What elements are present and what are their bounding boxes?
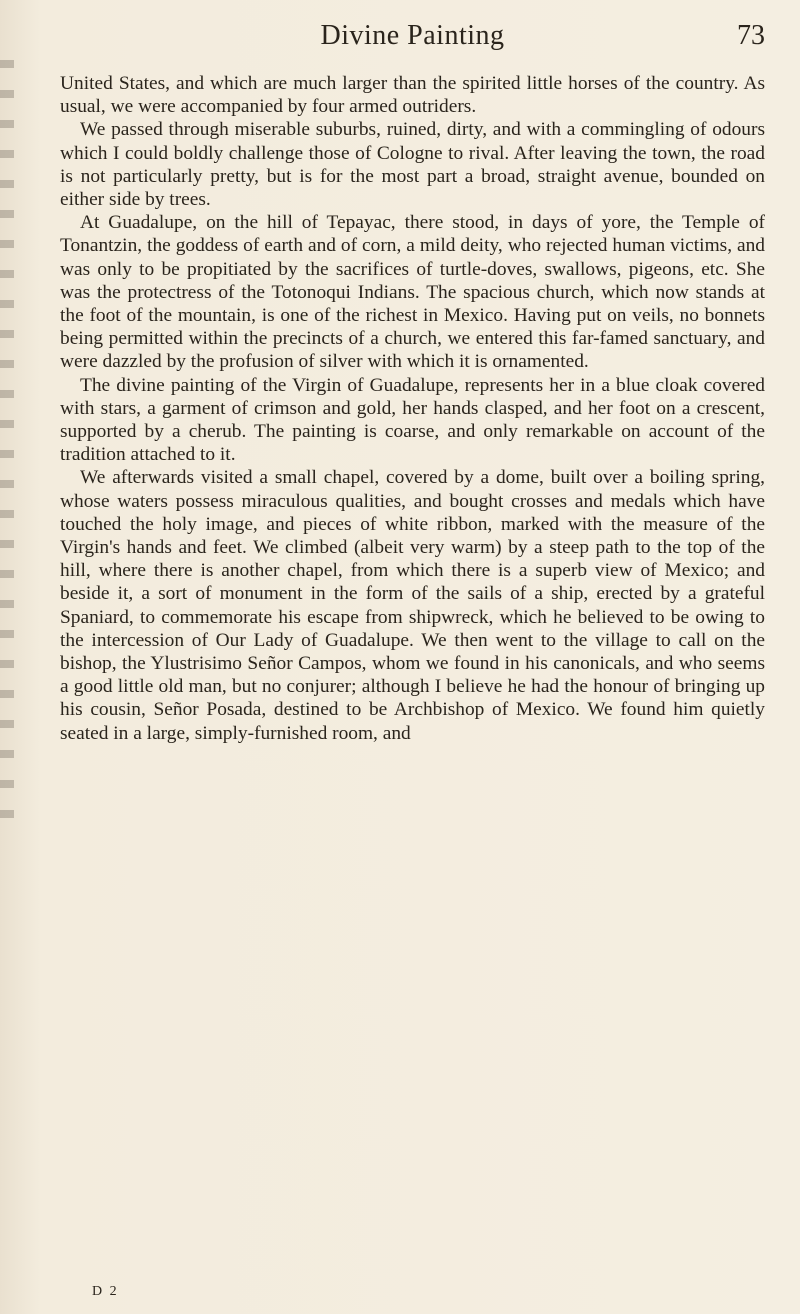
paragraph: We passed through miserable suburbs, ruined, dirty, and with a commingling of odours which I could boldly challenge those of Cologne to rival. After leaving the town, the road is not particularly pretty, but is for the most part a broad, straight avenue, bounded on either side by trees. [60, 119, 765, 211]
facing-page-edge [0, 60, 14, 820]
page-header [60, 20, 765, 60]
paragraph: The divine painting of the Virgin of Guadalupe, represents her in a blue cloak covered with stars, a garment of crimson and gold, her hands clasped, and her foot on a crescent, supported by a cherub. The painting is coarse, and only remarkable on account of the tradition attached to it. [60, 374, 765, 466]
paragraph: We afterwards visited a small chapel, covered by a dome, built over a boiling spring, whose waters possess miraculous qualities, and bought crosses and medals which have touched the holy image, and pieces of white ribbon, marked with the measure of the Virgin's hands and feet. We climbed (albeit very warm) by a steep path to the top of the hill, where there is another chapel, from which there is a superb view of Mexico; and beside it, a sort of monument in the form of the sails of a ship, erected by a grateful Spaniard, to commemorate his escape from shipwreck, which he believed to be owing to the intercession of Our Lady of Guadalupe. We then went to the village to call on the bishop, the Ylustrisimo Señor Campos, whom we found in his canonicals, and who seems a good little old man, but no conjurer; although I believe he had the honour of bringing up his cousin, Señor Posada, destined to be Archbishop of Mexico. We found him quietly seated in a large, simply-furnished room, and [60, 467, 765, 744]
page-number: 73 [737, 20, 765, 51]
running-head: Divine Painting [320, 20, 505, 51]
signature-mark: D 2 [92, 1284, 119, 1299]
paragraph: At Guadalupe, on the hill of Tepayac, there stood, in days of yore, the Temple of Tonantzin, the goddess of earth and of corn, a mild deity, who rejected human victims, and was only to be propitiated by the sacrifices of turtle-doves, swallows, pigeons, etc. She was the protectress of the Totonoqui Indians. The spacious church, which now stands at the foot of the mountain, is one of the richest in Mexico. Having put on veils, no bonnets being permitted within the precincts of a church, we entered this far-famed sanctuary, and were dazzled by the profusion of silver with which it is ornamented. [60, 212, 765, 373]
paragraph: United States, and which are much larger than the spirited little horses of the country. As usual, we were accompanied by four armed outriders. [60, 73, 765, 118]
body-text [60, 72, 765, 745]
